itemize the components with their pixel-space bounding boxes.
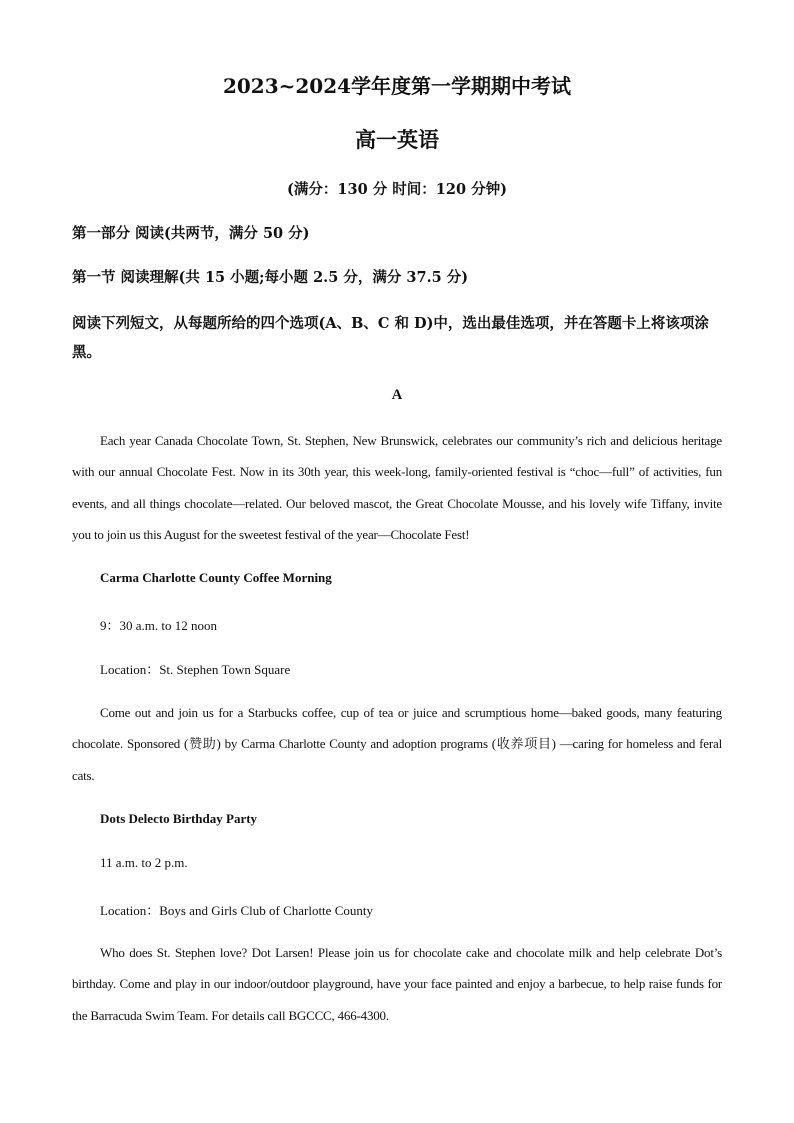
event2-name: Dots Delecto Birthday Party xyxy=(100,811,258,826)
passage-label: A xyxy=(391,387,403,403)
exam-meta: (满分：130 分 时间：120 分钟) xyxy=(287,181,507,198)
exam-title: 2023~2024学年度第一学期期中考试 xyxy=(222,74,572,98)
event2-time: 11 a.m. to 2 p.m. xyxy=(100,855,188,870)
passage-intro: Each year Canada Chocolate Town, St. Stephen, New Brunswick, celebrates our community’s rich and delicious heritage with our annual Chocolate Fest. Now in its 30th year, this week-long, family-oriented festival is “choc—full” of activities, fun events, and all things chocolate—related. Our beloved mascot, the Great Chocolate Mousse, and his lovely wife Tiffany, invite you to join us this August for the sweetest festival of the year—Chocolate Fest! xyxy=(72,433,722,542)
event2-location: Location：Boys and Girls Club of Charlotte County xyxy=(100,903,373,918)
event1-name: Carma Charlotte County Coffee Morning xyxy=(100,570,332,585)
part-heading: 第一部分 阅读(共两节，满分 50 分) xyxy=(72,225,310,242)
section-heading: 第一节 阅读理解(共 15 小题;每小题 2.5 分，满分 37.5 分) xyxy=(72,269,469,286)
event2-description: Who does St. Stephen love? Dot Larsen! Please join us for chocolate cake and chocolate milk and help celebrate Dot’s birthday. Come and play in our indoor/outdoor playground, have your face painted and enjoy a barbecue, to help raise funds for the Barracuda Swim Team. For details call BGCCC, 466-4300. xyxy=(72,945,722,1023)
exam-subject: 高一英语 xyxy=(355,127,439,152)
instructions: 阅读下列短文，从每题所给的四个选项(A、B、C 和 D)中，选出最佳选项，并在答题卡上将该项涂黑。 xyxy=(72,315,709,361)
event1-description: Come out and join us for a Starbucks coffee, cup of tea or juice and scrumptious home—baked goods, many featuring chocolate. Sponsored (赞助) by Carma Charlotte County and adoption programs (收养项目) —caring for homeless and feral cats. xyxy=(72,705,722,783)
event1-time: 9：30 a.m. to 12 noon xyxy=(100,618,217,633)
event1-location: Location：St. Stephen Town Square xyxy=(100,662,291,677)
